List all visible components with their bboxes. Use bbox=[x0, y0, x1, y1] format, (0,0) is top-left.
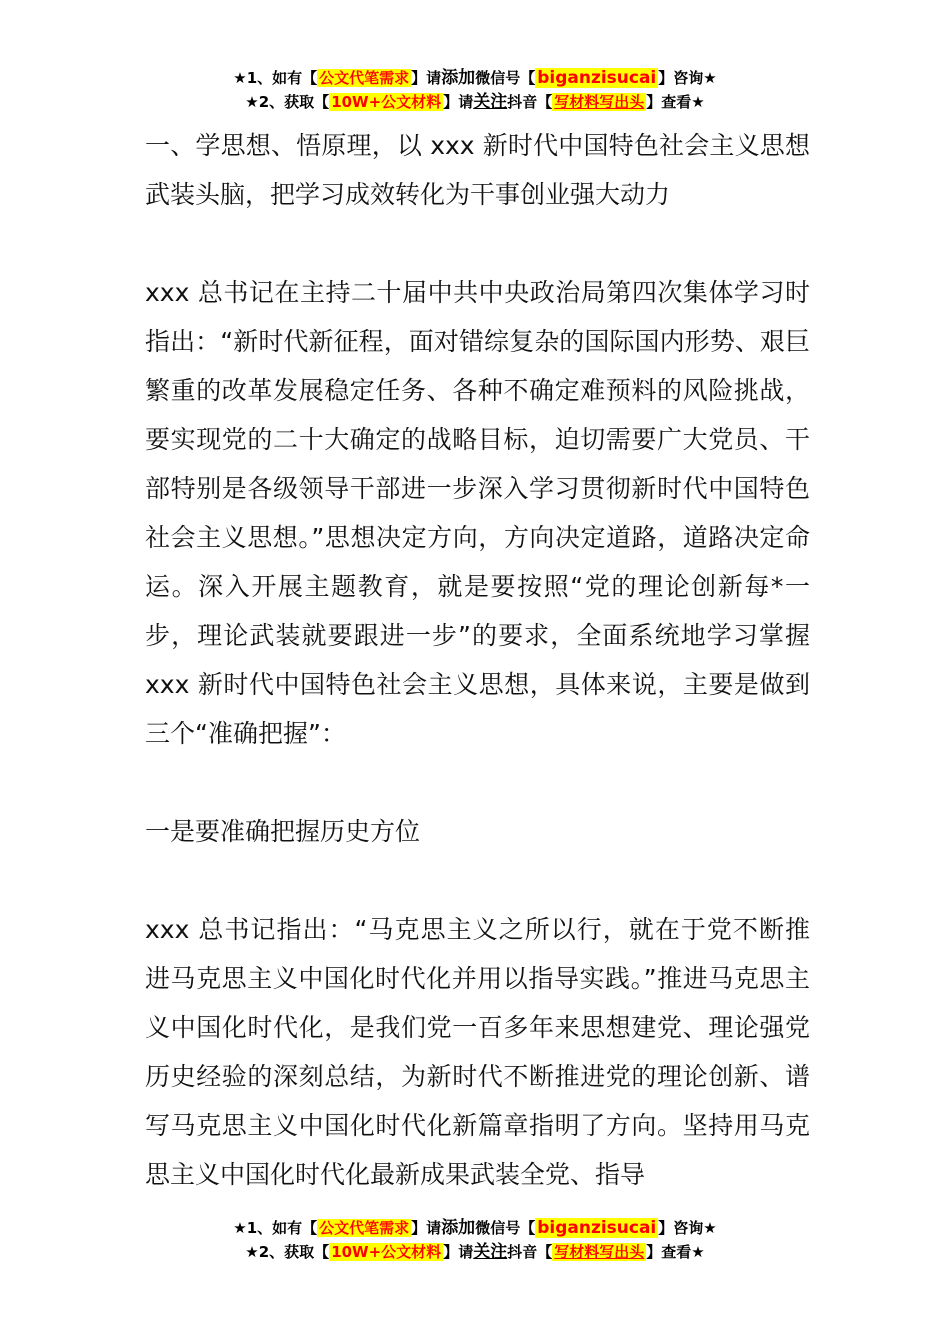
section-heading: 一、学思想、悟原理，以 xxx 新时代中国特色社会主义思想武装头脑，把学习成效转化为干事创业强大动力 bbox=[145, 131, 810, 209]
paragraph: xxx 总书记指出：“马克思主义之所以行，就在于党不断推进马克思主义中国化时代化并用以指导实践。”推进马克思主义中国化时代化，是我们党一百多年来思想建党、理论强党历史经验的深刻总结，为新时代不断推进党的理论创新、谱写马克思主义中国化时代化新篇章指明了方向。坚持用马克思主义中国化时代化最新成果武装全党、指导 bbox=[145, 915, 810, 1189]
sub-heading: 一是要准确把握历史方位 bbox=[145, 817, 421, 846]
promo-line-2: ★2、获取【 10W+公文材料 】请关注抖音【 写材料写出头 】查看★ bbox=[245, 92, 705, 112]
promo-line-1: ★1、如有【 公文代笔需求 】请添加微信号【 biganzisucai 】咨询★ bbox=[233, 1218, 717, 1238]
paragraph: xxx 总书记在主持二十届中共中央政治局第四次集体学习时指出：“新时代新征程，面对错综复杂的国际国内形势、艰巨繁重的改革发展稳定任务、各种不确定难预料的风险挑战，要实现党的二十大确定的战略目标，迫切需要广大党员、干部特别是各级领导干部进一步深入学习贯彻新时代中国特色社会主义思想。”思想决定方向，方向决定道路，道路决定命运。深入开展主题教育，就是要按照“党的理论创新每*一步，理论武装就要跟进一步”的要求，全面系统地学习掌握 xxx 新时代中国特色社会主义思想，具体来说，主要是做到三个“准确把握”： bbox=[145, 278, 810, 748]
promo-banner-bottom bbox=[0, 1216, 950, 1264]
promo-banner-top bbox=[0, 66, 950, 114]
promo-line-1: ★1、如有【 公文代笔需求 】请添加微信号【 biganzisucai 】咨询★ bbox=[233, 68, 717, 88]
document-body bbox=[145, 121, 810, 1199]
promo-line-2: ★2、获取【 10W+公文材料 】请关注抖音【 写材料写出头 】查看★ bbox=[245, 1242, 705, 1262]
